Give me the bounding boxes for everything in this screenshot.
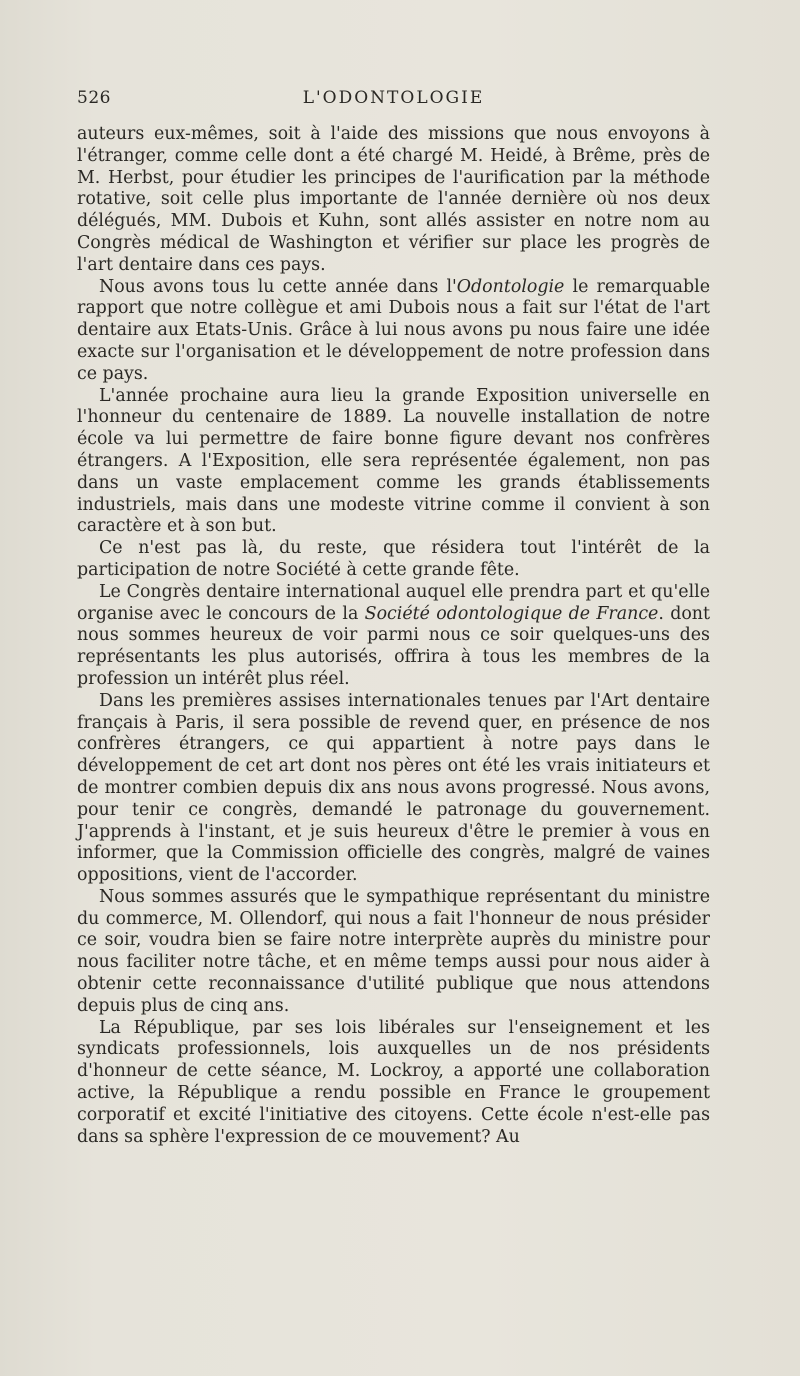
- society-name-italic: Société odontologique de France: [364, 603, 659, 624]
- paragraph-2-text-a: Nous avons tous lu cette année dans l': [99, 276, 457, 297]
- paragraph-5-text-b: . dont nous sommes heureux de voir parmi nous ce soir quelques-uns des représentants les plus autorisés, offrira à tous les membres de la profession un intérêt plus réel.: [77, 603, 710, 689]
- paragraph-8: La République, par ses lois libérales sur l'enseignement et les syndicats professionnels, lois auxquelles un de nos présidents d'honneur de cette séance, M. Lockroy, a apporté une collaboration active, la République a rendu possible en France le groupement corporatif et excité l'initiative des citoyens. Cette école n'est-elle pas dans sa sphère l'expression de ce mouvement? Au: [77, 1017, 710, 1147]
- running-head: [77, 88, 710, 118]
- paragraph-5-text-a: Le Congrès dentaire international auquel elle prendra part et qu'elle organise avec le concours de la: [77, 581, 710, 624]
- paragraph-5: [77, 582, 710, 691]
- paragraph-2: [77, 277, 710, 386]
- paragraph-1: auteurs eux-mêmes, soit à l'aide des missions que nous envoyons à l'étranger, comme celle dont a été chargé M. Heidé, à Brême, près de M. Herbst, pour étudier les principes de l'aurification par la méthode rotative, soit celle plus importante de l'année dernière où nos deux délégués, MM. Dubois et Kuhn, sont allés assister en notre nom au Congrès médical de Washington et vérifier sur place les progrès de l'art dentaire dans ces pays.: [77, 124, 710, 275]
- journal-title: L'ODONTOLOGIE: [302, 88, 485, 108]
- paragraph-6: Dans les premières assises internationales tenues par l'Art dentaire français à Paris, il sera possible de revend quer, en présence de nos confrères étrangers, ce qui appartient à notre pays dans le développement de cet art dont nos pères ont été les vrais initiateurs et de montrer combien depuis dix ans nous avons progressé. Nous avons, pour tenir ce congrès, demandé le patronage du gouvernement. J'apprends à l'instant, et je suis heureux d'être le premier à vous en informer, que la Commission officielle des congrès, malgré de vaines oppositions, vient de l'accorder.: [77, 690, 710, 886]
- paragraph-3: L'année prochaine aura lieu la grande Exposition universelle en l'honneur du centenaire de 1889. La nouvelle installation de notre école va lui permettre de faire bonne figure devant nos confrères étrangers. A l'Exposition, elle sera représentée également, non pas dans un vaste emplacement comme les grands établissements industriels, mais dans une modeste vitrine comme il convient à son caractère et à son but.: [77, 385, 710, 537]
- page-number: 526: [77, 88, 111, 108]
- journal-name-italic: Odontologie: [456, 276, 565, 297]
- paragraph-4: Ce n'est pas là, du reste, que résidera tout l'intérêt de la participation de notre Société à cette grande fête.: [77, 538, 710, 580]
- body-text: [77, 124, 710, 1148]
- paragraph-7: Nous sommes assurés que le sympathique représentant du ministre du commerce, M. Ollendorf, qui nous a fait l'honneur de nous présider ce soir, voudra bien se faire notre interprète auprès du ministre pour nous faciliter notre tâche, et en même temps aussi pour nous aider à obtenir cette reconnaissance d'utilité publique que nous attendons depuis plus de cinq ans.: [77, 886, 710, 1016]
- paragraph-2-text-b: le remarquable rapport que notre collègue et ami Dubois nous a fait sur l'état de l'art dentaire aux Etats-Unis. Grâce à lui nous avons pu nous faire une idée exacte sur l'organisation et le développement de notre profession dans ce pays.: [77, 276, 711, 384]
